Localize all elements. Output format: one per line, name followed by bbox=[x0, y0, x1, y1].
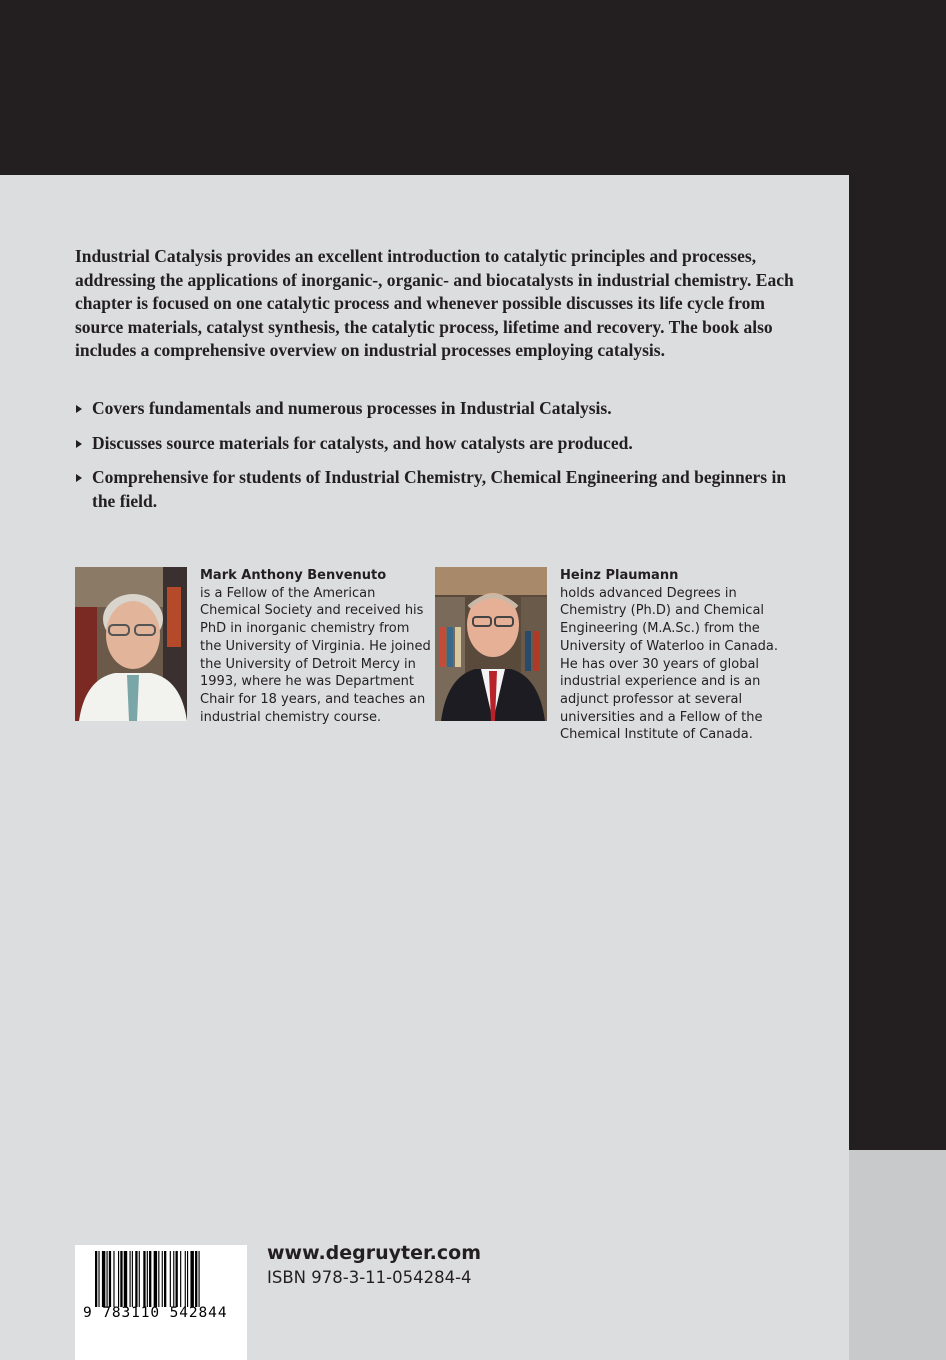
author-bio-text: is a Fellow of the American Chemical Society and received his PhD in inorganic chemistry from the University of Virginia. He joined the University of Detroit Mercy in 1993, where he was Department Chair for 18 years, and teaches an industrial chemistry course. bbox=[200, 585, 431, 725]
author-name: Heinz Plaumann bbox=[560, 568, 679, 583]
side-strip bbox=[849, 1150, 946, 1360]
author-photo bbox=[75, 567, 187, 721]
barcode-bar bbox=[164, 1251, 166, 1307]
feature-list bbox=[75, 397, 795, 524]
barcode-bar bbox=[102, 1251, 105, 1307]
barcode-bars bbox=[75, 1245, 247, 1360]
barcode-bar bbox=[124, 1251, 127, 1307]
barcode-bar bbox=[170, 1251, 171, 1307]
bullet-triangle-icon bbox=[76, 474, 82, 482]
barcode-bar bbox=[199, 1251, 200, 1307]
barcode-bar bbox=[135, 1251, 137, 1307]
barcode-bar bbox=[147, 1251, 148, 1307]
barcode-bar bbox=[109, 1251, 111, 1307]
feature-text: Discusses source materials for catalysts, and how catalysts are produced. bbox=[92, 432, 633, 453]
barcode-bar bbox=[130, 1251, 131, 1307]
barcode-bar bbox=[195, 1251, 197, 1307]
bullet-triangle-icon bbox=[76, 440, 82, 448]
barcode-bar bbox=[143, 1251, 145, 1307]
barcode-bar bbox=[149, 1251, 151, 1307]
feature-text: Covers fundamentals and numerous processes in Industrial Catalysis. bbox=[92, 398, 612, 418]
author-bio-text: holds advanced Degrees in Chemistry (Ph.D) and Chemical Engineering (M.A.Sc.) from the University of Waterloo in Canada. He has over 30 years of global industrial experience and is an adjunct professor at several universities and a Fellow of the Chemical Institute of Canada. bbox=[560, 585, 779, 743]
barcode-bar bbox=[98, 1251, 99, 1307]
barcode-bar bbox=[107, 1251, 108, 1307]
barcode-bar bbox=[113, 1251, 114, 1307]
barcode-bar bbox=[176, 1251, 178, 1307]
feature-item bbox=[75, 397, 795, 421]
barcode-bar bbox=[162, 1251, 163, 1307]
bullet-triangle-icon bbox=[76, 405, 82, 413]
isbn-number: ISBN 978-3-11-054284-4 bbox=[267, 1268, 472, 1287]
author-name: Mark Anthony Benvenuto bbox=[200, 568, 387, 583]
feature-text: Comprehensive for students of Industrial Chemistry, Chemical Engineering and beginners in the field. bbox=[92, 467, 787, 511]
barcode-bar bbox=[154, 1251, 157, 1307]
book-description: Industrial Catalysis provides an excellent introduction to catalytic principles and processes, addressing the applications of inorganic-, organic- and biocatalysts in industrial chemistry. Each chapter is focused on one catalytic process and whenever possible discusses its life cycle from source materials, catalyst synthesis, the catalytic process, lifetime and recovery. The book also includes a comprehensive overview on industrial processes employing catalysis. bbox=[75, 246, 794, 360]
author-bio bbox=[200, 567, 432, 726]
author-photo bbox=[435, 567, 547, 721]
barcode-bar bbox=[158, 1251, 159, 1307]
barcode-bar bbox=[173, 1251, 174, 1307]
barcode-bar bbox=[139, 1251, 140, 1307]
author-bio bbox=[560, 567, 792, 744]
barcode-bar bbox=[120, 1251, 122, 1307]
barcode-bar bbox=[187, 1251, 188, 1307]
barcode-digits: 9 783110 542844 bbox=[83, 1305, 228, 1321]
back-cover-panel bbox=[0, 175, 849, 1360]
publisher-website: www.degruyter.com bbox=[267, 1242, 481, 1264]
feature-item bbox=[75, 466, 795, 513]
barcode-bar bbox=[118, 1251, 119, 1307]
isbn-barcode bbox=[75, 1245, 247, 1360]
feature-item bbox=[75, 432, 795, 456]
barcode-bar bbox=[95, 1251, 97, 1307]
barcode-bar bbox=[132, 1251, 133, 1307]
barcode-bar bbox=[190, 1251, 193, 1307]
barcode-bar bbox=[180, 1251, 181, 1307]
barcode-bar bbox=[185, 1251, 186, 1307]
